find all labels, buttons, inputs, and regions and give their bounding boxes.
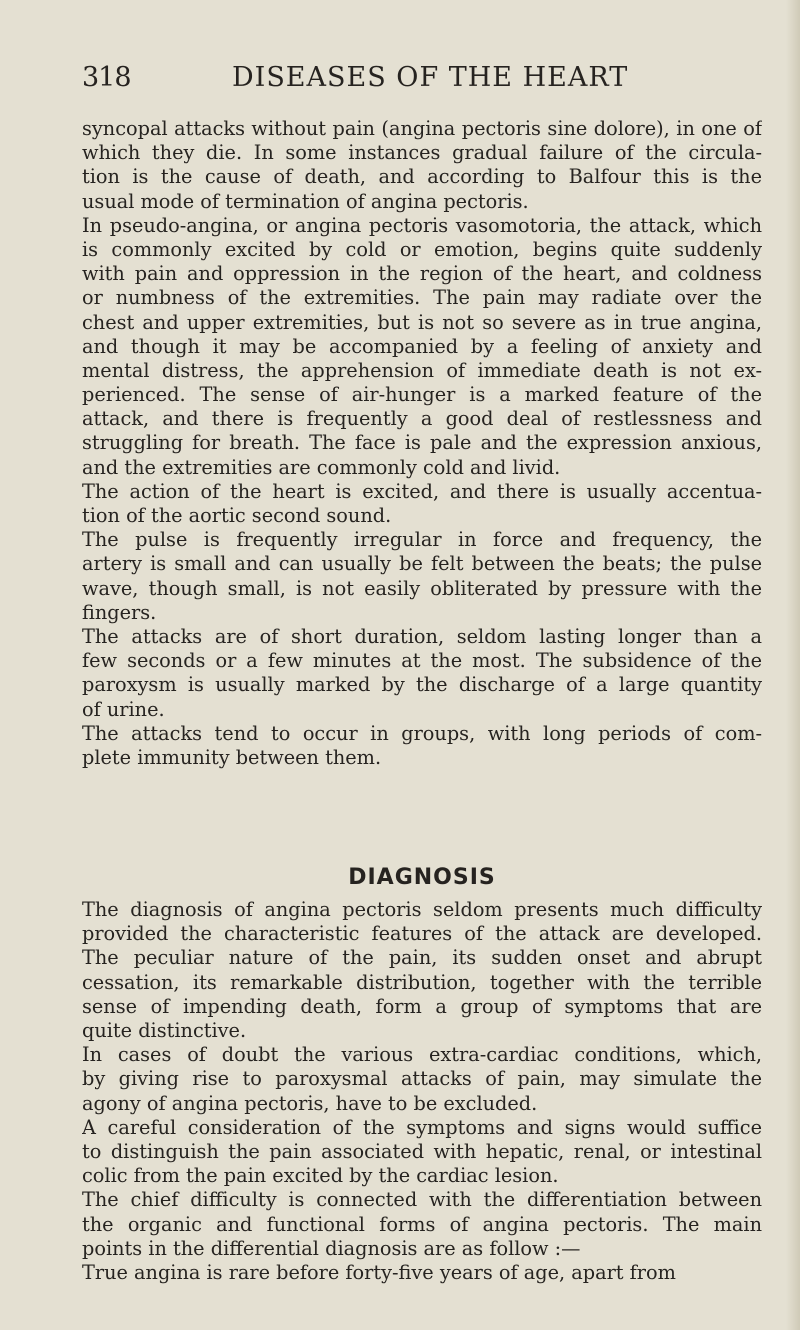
- body-text: [82, 117, 762, 1285]
- text-line: cessation, its remarkable distribution, together with the terrible: [82, 970, 762, 994]
- paragraph: [82, 214, 762, 480]
- text-line: The diagnosis of angina pectoris seldom presents much difficulty: [82, 898, 762, 922]
- text-line: attack, and there is frequently a good deal of restlessness and: [82, 407, 762, 431]
- text-line: which they die. In some instances gradual failure of the circula-: [82, 141, 762, 165]
- text-line: by giving rise to paroxysmal attacks of pain, may simulate the: [82, 1067, 762, 1091]
- text-line: is commonly excited by cold or emotion, begins quite suddenly: [82, 237, 762, 261]
- text-line: or numbness of the extremities. The pain may radiate over the: [82, 286, 762, 310]
- text-line: sense of impending death, form a group of symptoms that are: [82, 994, 762, 1018]
- paragraph: [82, 625, 762, 722]
- text-line: to distinguish the pain associated with hepatic, renal, or intestinal: [82, 1139, 762, 1163]
- paragraph: [82, 1043, 762, 1116]
- paragraph: [82, 480, 762, 528]
- text-line: In pseudo-angina, or angina pectoris vasomotoria, the attack, which: [82, 213, 762, 237]
- text-line: syncopal attacks without pain (angina pectoris sine dolore), in one of: [82, 117, 762, 140]
- paragraph: [82, 528, 762, 625]
- text-line: The chief difficulty is connected with the differentiation between: [82, 1188, 762, 1212]
- text-line: mental distress, the apprehension of immediate death is not ex-: [82, 358, 762, 382]
- text-line: plete immunity between them.: [82, 745, 382, 769]
- text-line: and the extremities are commonly cold and livid.: [82, 455, 561, 479]
- section-heading-diagnosis: DIAGNOSIS: [348, 865, 496, 891]
- paragraph: [82, 1261, 762, 1285]
- text-line: provided the characteristic features of the attack are developed.: [82, 922, 762, 946]
- text-line: perienced. The sense of air-hunger is a marked feature of the: [82, 383, 762, 407]
- text-line: The action of the heart is excited, and there is usually accentua-: [82, 479, 762, 503]
- text-line: paroxysm is usually marked by the discharge of a large quantity: [82, 673, 762, 697]
- text-line: tion of the aortic second sound.: [82, 504, 392, 527]
- text-line: points in the differential diagnosis are as follow :—: [82, 1236, 581, 1260]
- running-head: [82, 58, 742, 98]
- text-line: of urine.: [82, 697, 165, 721]
- text-line: usual mode of termination of angina pectoris.: [82, 189, 529, 213]
- text-line: In cases of doubt the various extra-cardiac conditions, which,: [82, 1043, 762, 1067]
- text-line: with pain and oppression in the region of the heart, and coldness: [82, 262, 762, 286]
- text-line: artery is small and can usually be felt between the beats; the pulse: [82, 552, 762, 576]
- text-line: The peculiar nature of the pain, its sudden onset and abrupt: [82, 946, 762, 970]
- paragraph: [82, 898, 762, 1043]
- text-line: few seconds or a few minutes at the most. The subsidence of the: [82, 649, 762, 673]
- page-edge: [786, 0, 800, 1330]
- paragraph: [82, 1116, 762, 1189]
- text-line: the organic and functional forms of angina pectoris. The main: [82, 1212, 762, 1236]
- text-line: The pulse is frequently irregular in force and frequency, the: [82, 528, 762, 552]
- section-diagnosis-text: [82, 898, 762, 1285]
- text-line: The attacks tend to occur in groups, with long periods of com-: [82, 721, 762, 745]
- paragraph: [82, 117, 762, 214]
- text-line: tion is the cause of death, and according to Balfour this is the: [82, 165, 762, 189]
- running-title: DISEASES OF THE HEART: [232, 62, 629, 93]
- text-line: wave, though small, is not easily obliterated by pressure with the: [82, 576, 762, 600]
- text-line: The attacks are of short duration, seldom lasting longer than a: [82, 624, 762, 648]
- text-line: chest and upper extremities, but is not so severe as in true angina,: [82, 310, 762, 334]
- paragraph: [82, 722, 762, 770]
- paragraph: [82, 1188, 762, 1261]
- section-angina-text: [82, 117, 762, 770]
- text-line: quite distinctive.: [82, 1019, 247, 1042]
- text-line: True angina is rare before forty-five years of age, apart from: [82, 1260, 676, 1284]
- text-line: struggling for breath. The face is pale and the expression anxious,: [82, 431, 762, 455]
- section-gap: [82, 770, 762, 866]
- page-number: 318: [82, 62, 131, 93]
- text-line: A careful consideration of the symptoms and signs would suffice: [82, 1115, 762, 1139]
- text-line: agony of angina pectoris, have to be excluded.: [82, 1091, 538, 1115]
- text-line: colic from the pain excited by the cardiac lesion.: [82, 1164, 559, 1188]
- text-line: and though it may be accompanied by a feeling of anxiety and: [82, 334, 762, 358]
- text-line: fingers.: [82, 600, 157, 624]
